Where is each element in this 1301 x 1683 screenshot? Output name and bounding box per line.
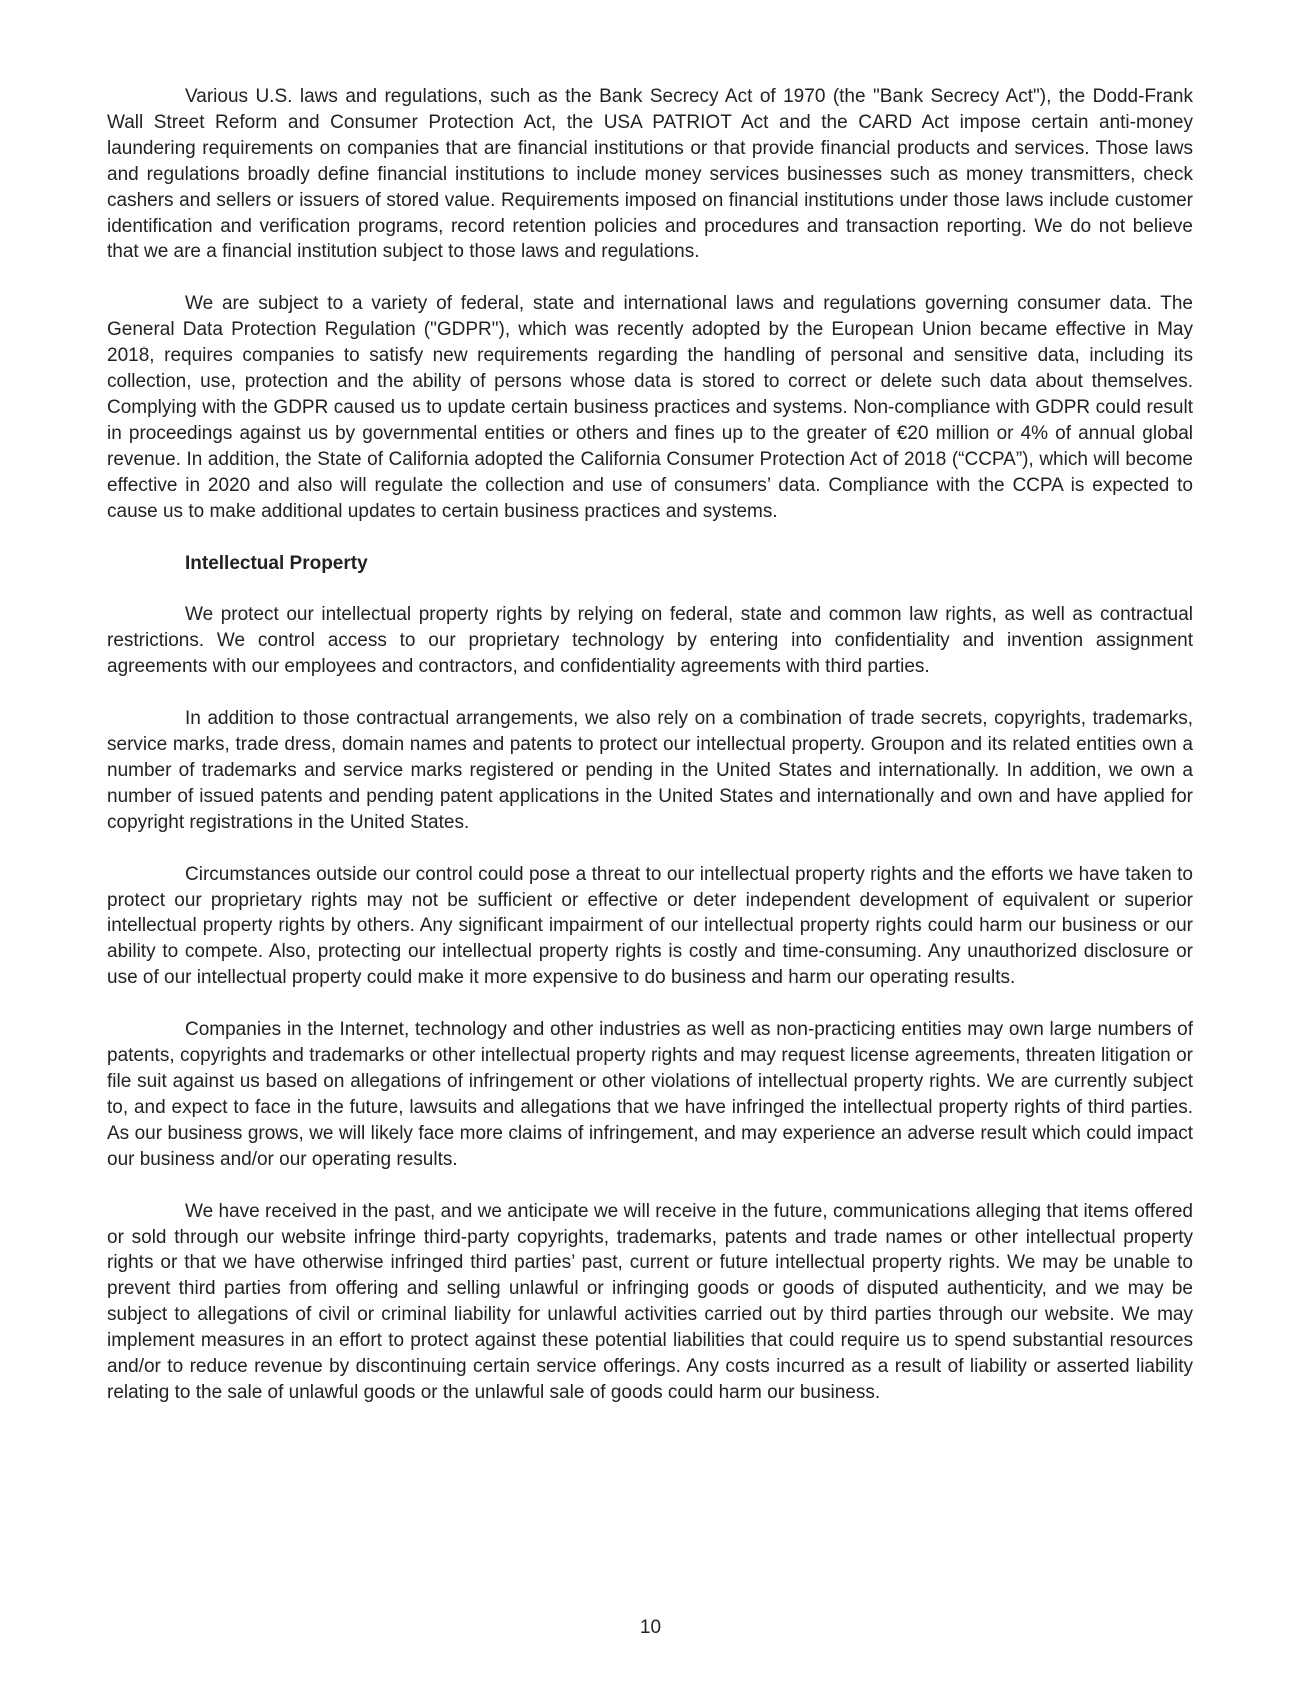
paragraph-ip-infringement-claims: We have received in the past, and we anticipate we will receive in the future, communications alleging that items offered or sold through our website infringe third-party copyrights, trademarks, patents and trade names or other intellectual property rights or that we have otherwise infringed third parties’ past, current or future intellectual property rights. We may be unable to prevent third parties from offering and selling unlawful or infringing goods or goods of disputed authenticity, and we may be subject to allegations of civil or criminal liability for unlawful activities carried out by third parties through our website. We may implement measures in an effort to protect against these potential liabilities that could require us to spend substantial resources and/or to reduce revenue by discontinuing certain service offerings. Any costs incurred as a result of liability or asserted liability relating to the sale of unlawful goods or the unlawful sale of goods could harm our business. xyxy=(107,1200,1193,1403)
paragraph-ip-litigation: Companies in the Internet, technology and other industries as well as non-practicing entities may own large numbers of patents, copyrights and trademarks or other intellectual property rights and may request license agreements, threaten litigation or file suit against us based on allegations of infringement or other violations of intellectual property rights. We are currently subject to, and expect to face in the future, lawsuits and allegations that we have infringed the intellectual property rights of third parties. As our business grows, we will likely face more claims of infringement, and may experience an adverse result which could impact our business and/or our operating results. xyxy=(107,1019,1193,1170)
paragraph-ip-threats: Circumstances outside our control could pose a threat to our intellectual property rights and the efforts we have taken to protect our proprietary rights may not be sufficient or effective or deter independent development of equivalent or superior intellectual property rights by others. Any significant impairment of our intellectual property rights could harm our business or our ability to compete. Also, protecting our intellectual property rights is costly and time-consuming. Any unauthorized disclosure or use of our intellectual property could make it more expensive to do business and harm our operating results. xyxy=(107,863,1193,989)
document-body xyxy=(107,84,1193,1432)
paragraph-bank-secrecy: Various U.S. laws and regulations, such as the Bank Secrecy Act of 1970 (the "Bank Secrecy Act"), the Dodd-Frank Wall Street Reform and Consumer Protection Act, the USA PATRIOT Act and the CARD Act impose certain anti-money laundering requirements on companies that are financial institutions or that provide financial products and services. Those laws and regulations broadly define financial institutions to include money services businesses such as money transmitters, check cashers and sellers or issuers of stored value. Requirements imposed on financial institutions under those laws include customer identification and verification programs, record retention policies and procedures and transaction reporting. We do not believe that we are a financial institution subject to those laws and regulations. xyxy=(107,86,1193,263)
paragraph-consumer-data: We are subject to a variety of federal, state and international laws and regulations governing consumer data. The General Data Protection Regulation ("GDPR"), which was recently adopted by the European Union became effective in May 2018, requires companies to satisfy new requirements regarding the handling of personal and sensitive data, including its collection, use, protection and the ability of persons whose data is stored to correct or delete such data about themselves. Complying with the GDPR caused us to update certain business practices and systems. Non-compliance with GDPR could result in proceedings against us by governmental entities or others and fines up to the greater of €20 million or 4% of annual global revenue. In addition, the State of California adopted the California Consumer Protection Act of 2018 (“CCPA”), which will become effective in 2020 and also will regulate the collection and use of consumers’ data. Compliance with the CCPA is expected to cause us to make additional updates to certain business practices and systems. xyxy=(107,293,1193,522)
paragraph-ip-protection: We protect our intellectual property rights by relying on federal, state and common law rights, as well as contractual restrictions. We control access to our proprietary technology by entering into confidentiality and invention assignment agreements with our employees and contractors, and confidentiality agreements with third parties. xyxy=(107,604,1193,678)
paragraph-ip-trademarks: In addition to those contractual arrangements, we also rely on a combination of trade secrets, copyrights, trademarks, service marks, trade dress, domain names and patents to protect our intellectual property. Groupon and its related entities own a number of trademarks and service marks registered or pending in the United States and internationally. In addition, we own a number of issued patents and pending patent applications in the United States and internationally and own and have applied for copyright registrations in the United States. xyxy=(107,708,1193,833)
section-heading-intellectual-property: Intellectual Property xyxy=(185,552,368,574)
page-number: 10 xyxy=(639,1617,662,1638)
